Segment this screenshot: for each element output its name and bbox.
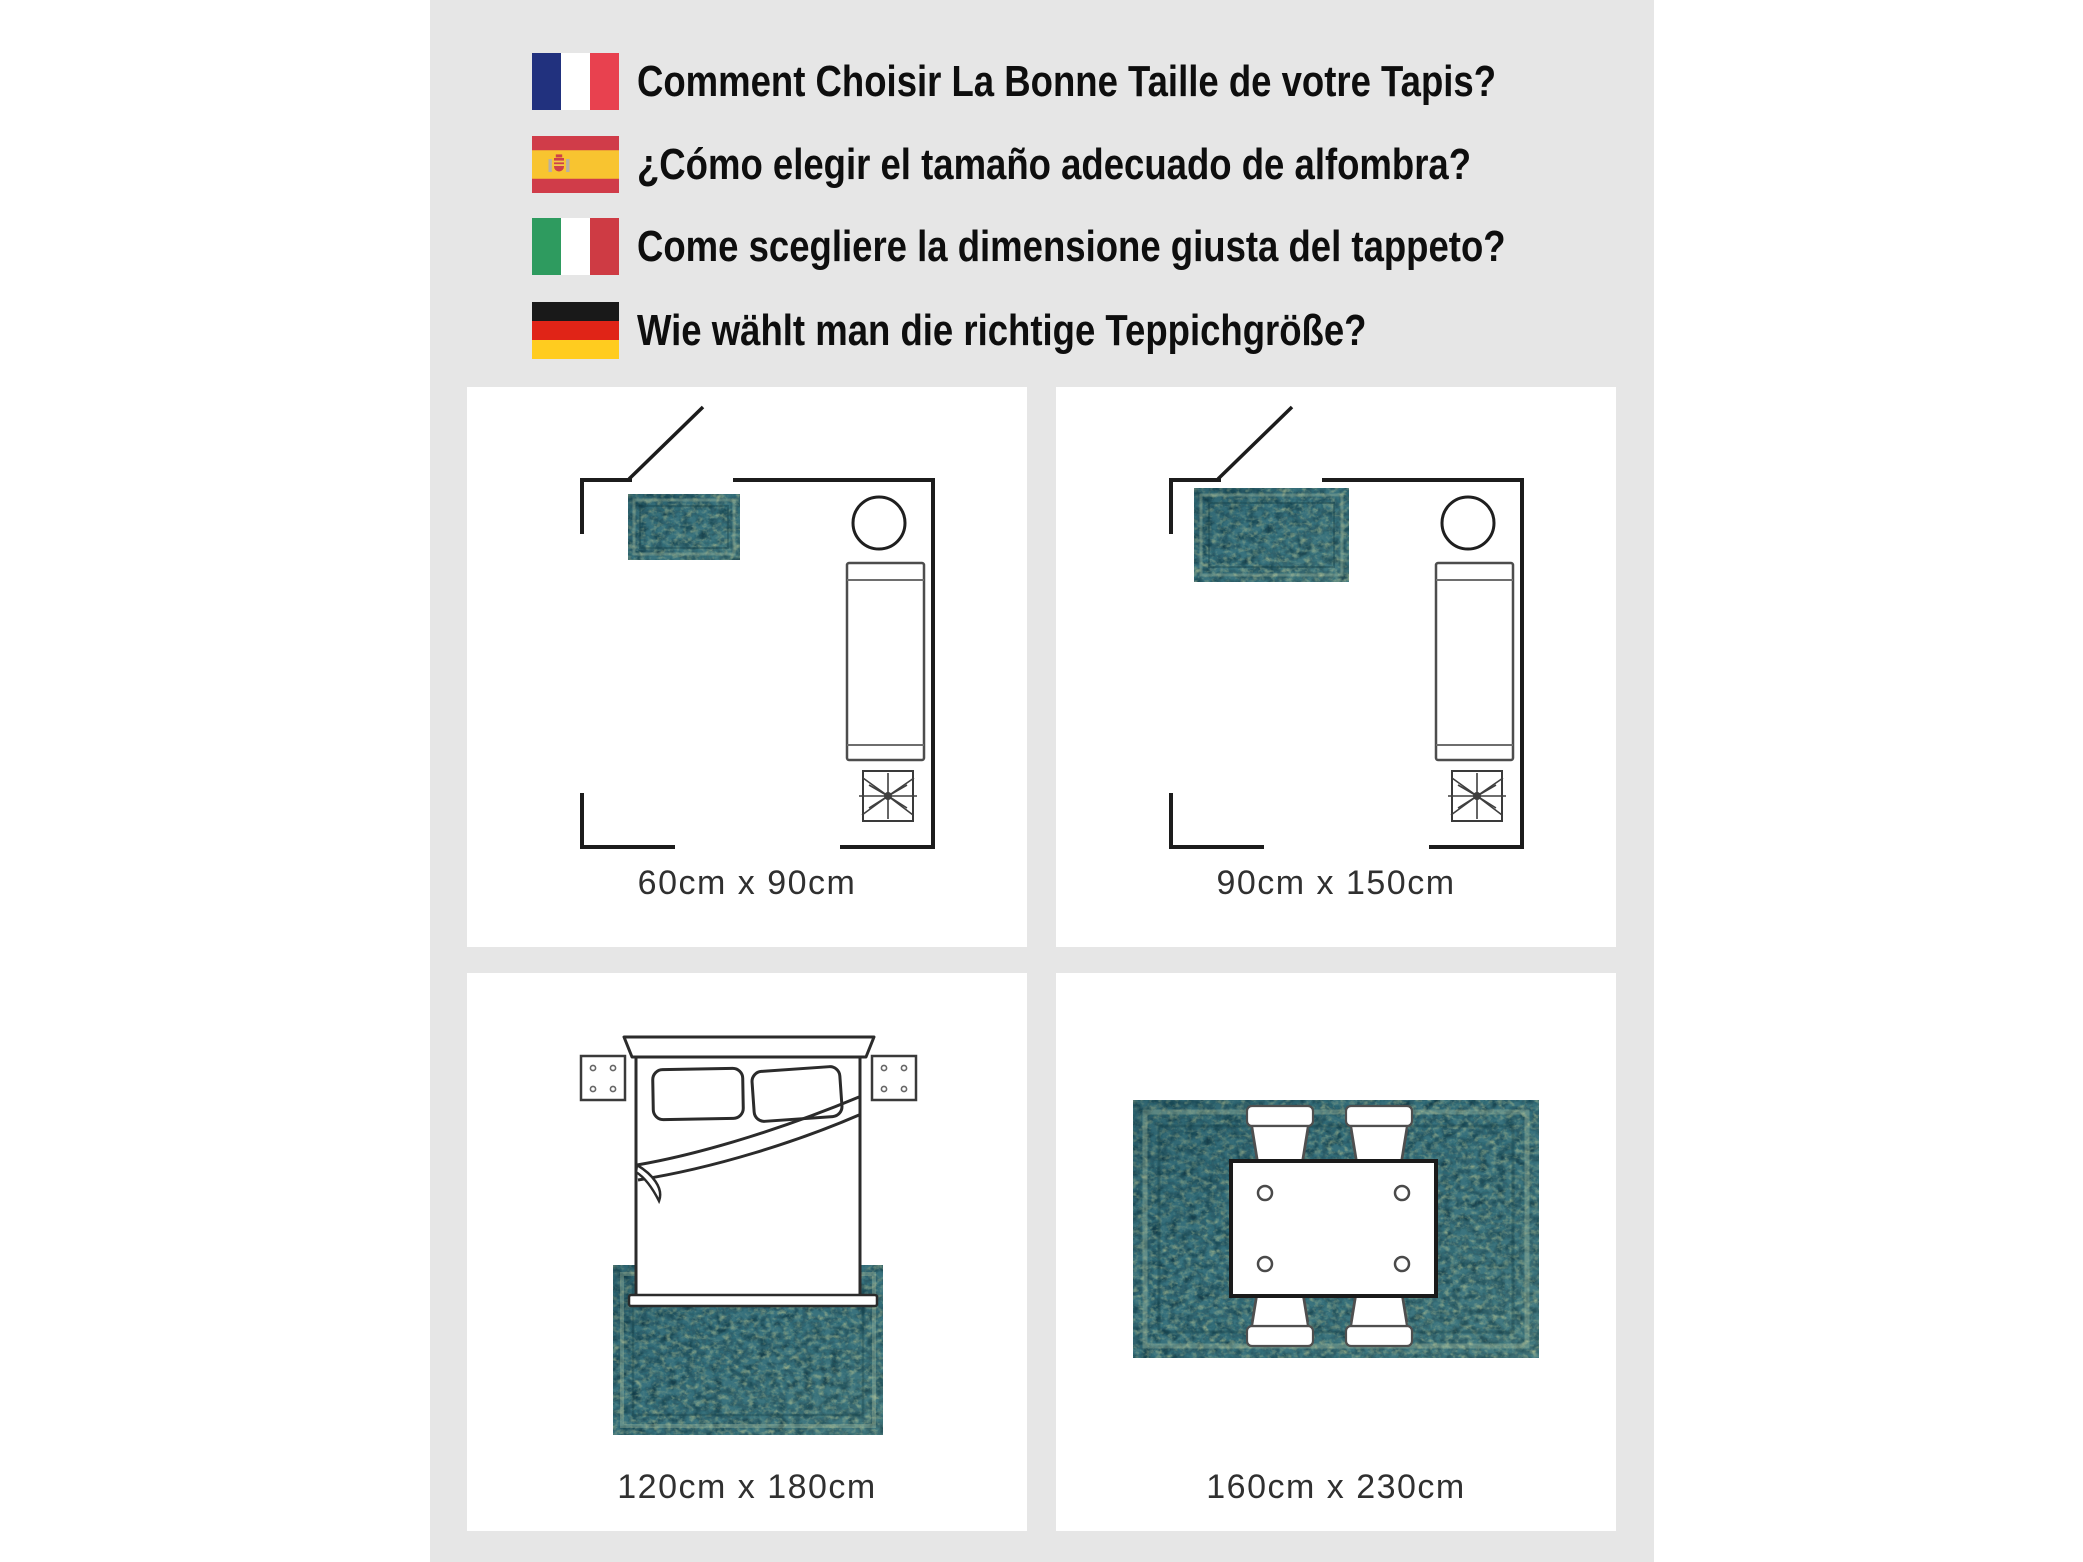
potted-plant (859, 771, 917, 821)
heading-text-german: Wie wählt man die richtige Teppichgröße? (637, 306, 1367, 355)
bed (624, 1037, 877, 1306)
france-flag-icon (532, 53, 619, 110)
room-floorplan-diagram (1056, 387, 1616, 947)
headboard (624, 1037, 874, 1057)
italy-flag-icon (532, 218, 619, 275)
dining-table-diagram (1056, 973, 1616, 1531)
nightstand-right (872, 1056, 916, 1100)
panel-160x230 (1056, 973, 1616, 1531)
dining-table (1231, 1161, 1436, 1296)
round-side-table (853, 497, 905, 549)
heading-row-spanish (532, 136, 1642, 193)
pillow-left (653, 1068, 744, 1120)
size-caption: 60cm x 90cm (637, 864, 857, 902)
spain-flag-icon (532, 136, 619, 193)
footboard (629, 1295, 877, 1306)
chair-top-right (1346, 1106, 1412, 1163)
door-swing-line (1218, 407, 1292, 479)
chair-top-left (1247, 1106, 1313, 1163)
room-floorplan-diagram (467, 387, 1027, 947)
rug-swatch (1194, 488, 1349, 582)
panel-90x150 (1056, 387, 1616, 947)
germany-flag-icon (532, 302, 619, 359)
size-caption: 90cm x 150cm (1216, 864, 1456, 902)
panel-120x180 (467, 973, 1027, 1531)
bedroom-diagram (467, 973, 1027, 1531)
heading-text-spanish: ¿Cómo elegir el tamaño adecuado de alfombra? (637, 140, 1472, 189)
bench-sofa (1436, 563, 1513, 760)
heading-text-italian: Come scegliere la dimensione giusta del tappeto? (637, 222, 1506, 271)
nightstand-left (581, 1056, 625, 1100)
size-caption: 120cm x 180cm (617, 1468, 877, 1506)
bench-sofa (847, 563, 924, 760)
panel-60x90 (467, 387, 1027, 947)
door-swing-line (629, 407, 703, 479)
heading-row-french (532, 53, 1672, 110)
size-caption: 160cm x 230cm (1206, 1468, 1466, 1506)
rug-swatch (628, 494, 740, 560)
heading-text-french: Comment Choisir La Bonne Taille de votre Tapis? (637, 57, 1497, 106)
round-side-table (1442, 497, 1494, 549)
pillow-right (751, 1066, 842, 1122)
heading-row-italian (532, 218, 1683, 275)
potted-plant (1448, 771, 1506, 821)
heading-row-german (532, 302, 1516, 359)
